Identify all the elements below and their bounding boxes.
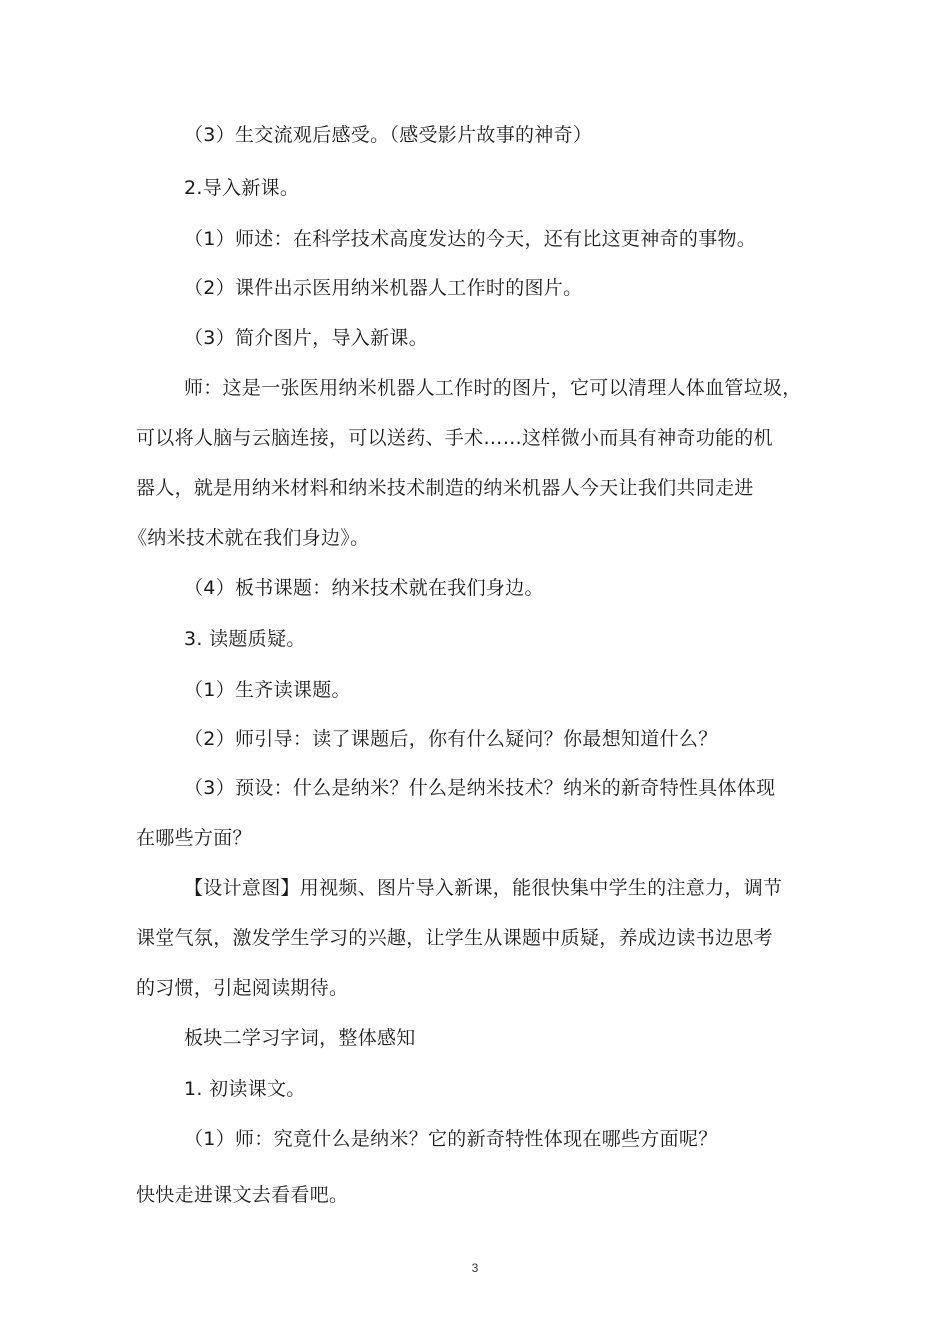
- text-line: （1）师：究竟什么是纳米？它的新奇特性体现在哪些方面呢？: [184, 1128, 718, 1150]
- text-line: 【设计意图】用视频、图片导入新课，能很快集中学生的注意力，调节: [184, 877, 783, 899]
- text-line: 课堂气氛，激发学生学习的兴趣，让学生从课题中质疑，养成边读书边思考: [136, 927, 773, 949]
- text-line: 《纳米技术就在我们身边》。: [128, 527, 370, 549]
- text-line: 板块二学习字词，整体感知: [184, 1027, 416, 1049]
- text-line: （2）师引导：读了课题后，你有什么疑问？你最想知道什么？: [184, 728, 718, 750]
- text-line: （3）预设：什么是纳米？什么是纳米技术？纳米的新奇特性具体体现: [184, 777, 776, 799]
- text-line: 1. 初读课文。: [184, 1078, 306, 1100]
- text-line: （4）板书课题：纳米技术就在我们身边。: [184, 577, 544, 599]
- text-line: 3. 读题质疑。: [184, 628, 306, 650]
- text-line: 器人，就是用纳米材料和纳米技术制造的纳米机器人今天让我们共同走进: [136, 477, 754, 499]
- text-line: （3）生交流观后感受。（感受影片故事的神奇）: [184, 124, 593, 146]
- text-line: 可以将人脑与云脑连接，可以送药、手术……这样微小而具有神奇功能的机: [136, 427, 773, 449]
- text-line: 2.导入新课。: [184, 177, 300, 199]
- text-line: （3）简介图片，导入新课。: [184, 327, 428, 349]
- text-line: （1）师述：在科学技术高度发达的今天，还有比这更神奇的事物。: [184, 228, 757, 250]
- page-number: 3: [471, 1261, 479, 1275]
- text-line: 在哪些方面？: [136, 827, 252, 849]
- text-line: 快快走进课文去看看吧。: [136, 1184, 349, 1206]
- text-line: 的习惯，引起阅读期待。: [136, 977, 349, 999]
- text-line: （2）课件出示医用纳米机器人工作时的图片。: [184, 277, 583, 299]
- text-line: 师：这是一张医用纳米机器人工作时的图片，它可以清理人体血管垃圾，: [184, 377, 802, 399]
- text-line: （1）生齐读课题。: [184, 679, 351, 701]
